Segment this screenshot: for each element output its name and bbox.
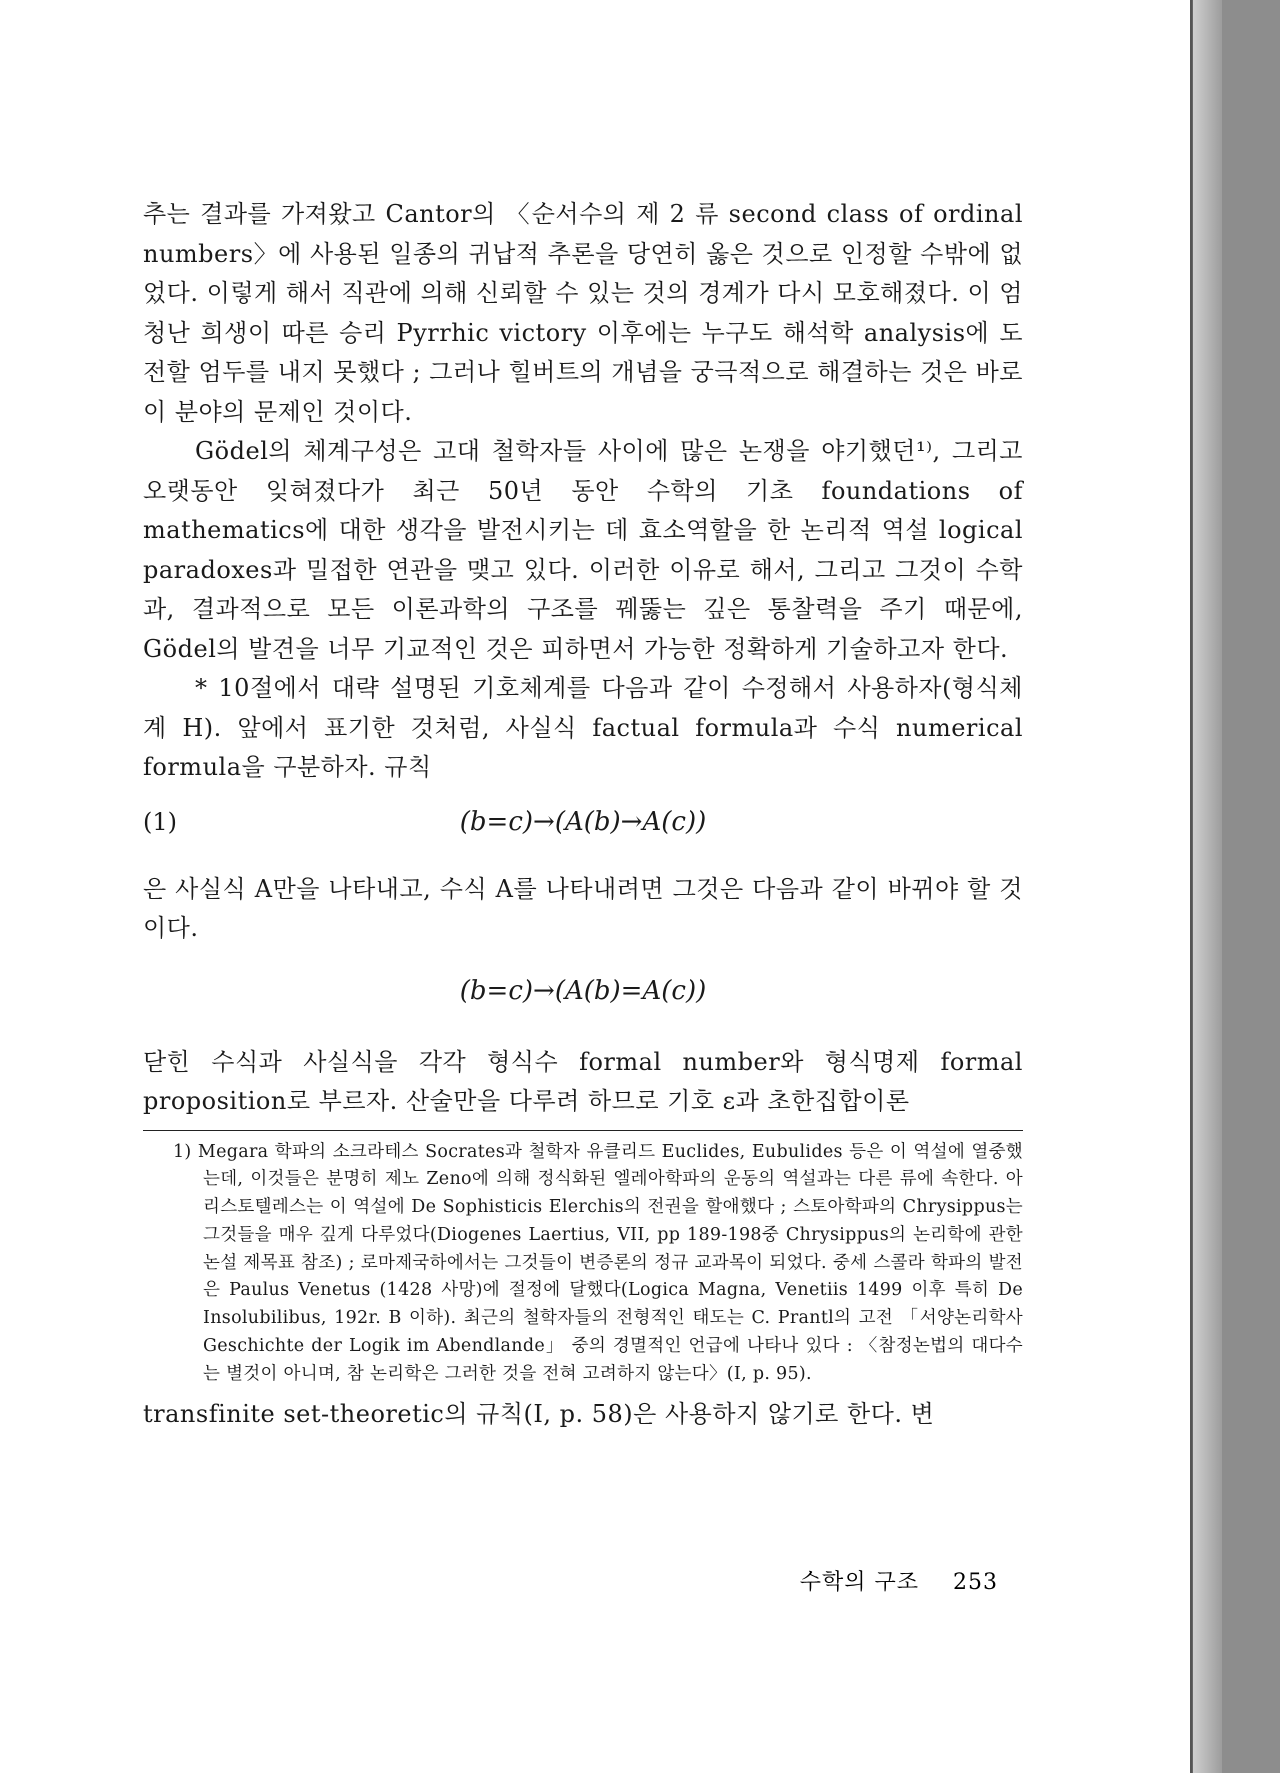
page-content xyxy=(143,195,1023,1434)
body-paragraph-2: Gödel의 체계구성은 고대 철학자들 사이에 많은 논쟁을 야기했던¹⁾, 그리고 오랫동안 잊혀졌다가 최근 50년 동안 수학의 기초 foundations of mathematics에 대한 생각을 발전시키는 데 효소역할을 한 논리적 역설 logical paradoxes과 밀접한 연관을 맺고 있다. 이러한 이유로 해서, 그리고 그것이 수학과, 결과적으로 모든 이론과학의 구조를 꿰뚫는 깊은 통찰력을 주기 때문에, Gödel의 발견을 너무 기교적인 것은 피하면서 가능한 정확하게 기술하고자 한다. xyxy=(143,437,1023,663)
body-paragraph-4: 은 사실식 A만을 나타내고, 수식 A를 나타내려면 그것은 다음과 같이 바뀌야 할 것이다. xyxy=(143,874,1023,942)
footnote-divider xyxy=(143,1130,1023,1131)
formula-1-row xyxy=(143,802,1023,852)
footnote-1: 1) Megara 학파의 소크라테스 Socrates과 철학자 유클리드 Euclides, Eubulides 등은 이 역설에 열중했는데, 이것들은 분명히 제노 Zeno에 의해 정식화된 엘레아학파의 운동의 역설과는 다른 류에 속한다. 아리스토텔레스는 이 역설에 De Sophisticis Elerchis의 전권을 할애했다 ; 스토아학파의 Chrysippus는 그것들을 매우 깊게 다루었다(Diogenes Laertius, VII, pp 189-198중 Chrysippus의 논리학에 관한 논설 제목표 참조) ; 로마제국하에서는 그것들이 변증론의 정규 교과목이 되었다. 중세 스콜라 학파의 발전은 Paulus Venetus (1428 사망)에 절정에 달했다(Logica Magna, Venetiis 1499 이후 특히 De Insolubilibus, 192r. B 이하). 최근의 철학자들의 전형적인 태도는 C. Prantl의 고전 「서양논리학사 Geschichte der Logik im Abendlande」 중의 경멸적인 언급에 나타나 있다 : 〈참정논법의 대다수는 별것이 아니며, 참 논리학은 그러한 것을 전혀 고려하지 않는다〉(I, p. 95). xyxy=(173,1141,1023,1384)
body-paragraph-6: transfinite set-theoretic의 규칙(Ⅰ, p. 58)은 사용하지 않기로 한다. 변 xyxy=(143,1399,935,1428)
body-paragraph-1: 추는 결과를 가져왔고 Cantor의 〈순서수의 제 2 류 second class of ordinal numbers〉에 사용된 일종의 귀납적 추론을 당연히 옳은 것으로 인정할 수밖에 없었다. 이렇게 해서 직관에 의해 신뢰할 수 있는 것의 경계가 다시 모호해졌다. 이 엄청난 희생이 따른 승리 Pyrrhic victory 이후에는 누구도 해석학 analysis에 도전할 엄두를 내지 못했다 ; 그러나 힐버트의 개념을 궁극적으로 해결하는 것은 바로 이 분야의 문제인 것이다. xyxy=(143,200,1023,426)
page-edge-shadow xyxy=(1192,0,1223,1773)
footer-title: 수학의 구조 xyxy=(799,1570,919,1595)
running-footer xyxy=(800,1565,998,1596)
formula-1: (b=c)→(A(b)→A(c)) xyxy=(459,806,707,837)
formula-2: (b=c)→(A(b)=A(c)) xyxy=(459,975,707,1006)
formula-number: (1) xyxy=(143,807,177,836)
body-paragraph-5: 닫힌 수식과 사실식을 각각 형식수 formal number와 형식명제 formal proposition로 부르자. 산술만을 다루려 하므로 기호 ε과 초한집합이론 xyxy=(143,1047,1023,1115)
formula-2-row xyxy=(143,971,1023,1021)
body-paragraph-3: * 10절에서 대략 설명된 기호체계를 다음과 같이 수정해서 사용하자(형식체계 H). 앞에서 표기한 것처럼, 사실식 factual formula과 수식 numerical formula을 구분하자. 규칙 xyxy=(143,674,1023,781)
page-number: 253 xyxy=(953,1570,998,1595)
background-margin xyxy=(1222,0,1280,1773)
